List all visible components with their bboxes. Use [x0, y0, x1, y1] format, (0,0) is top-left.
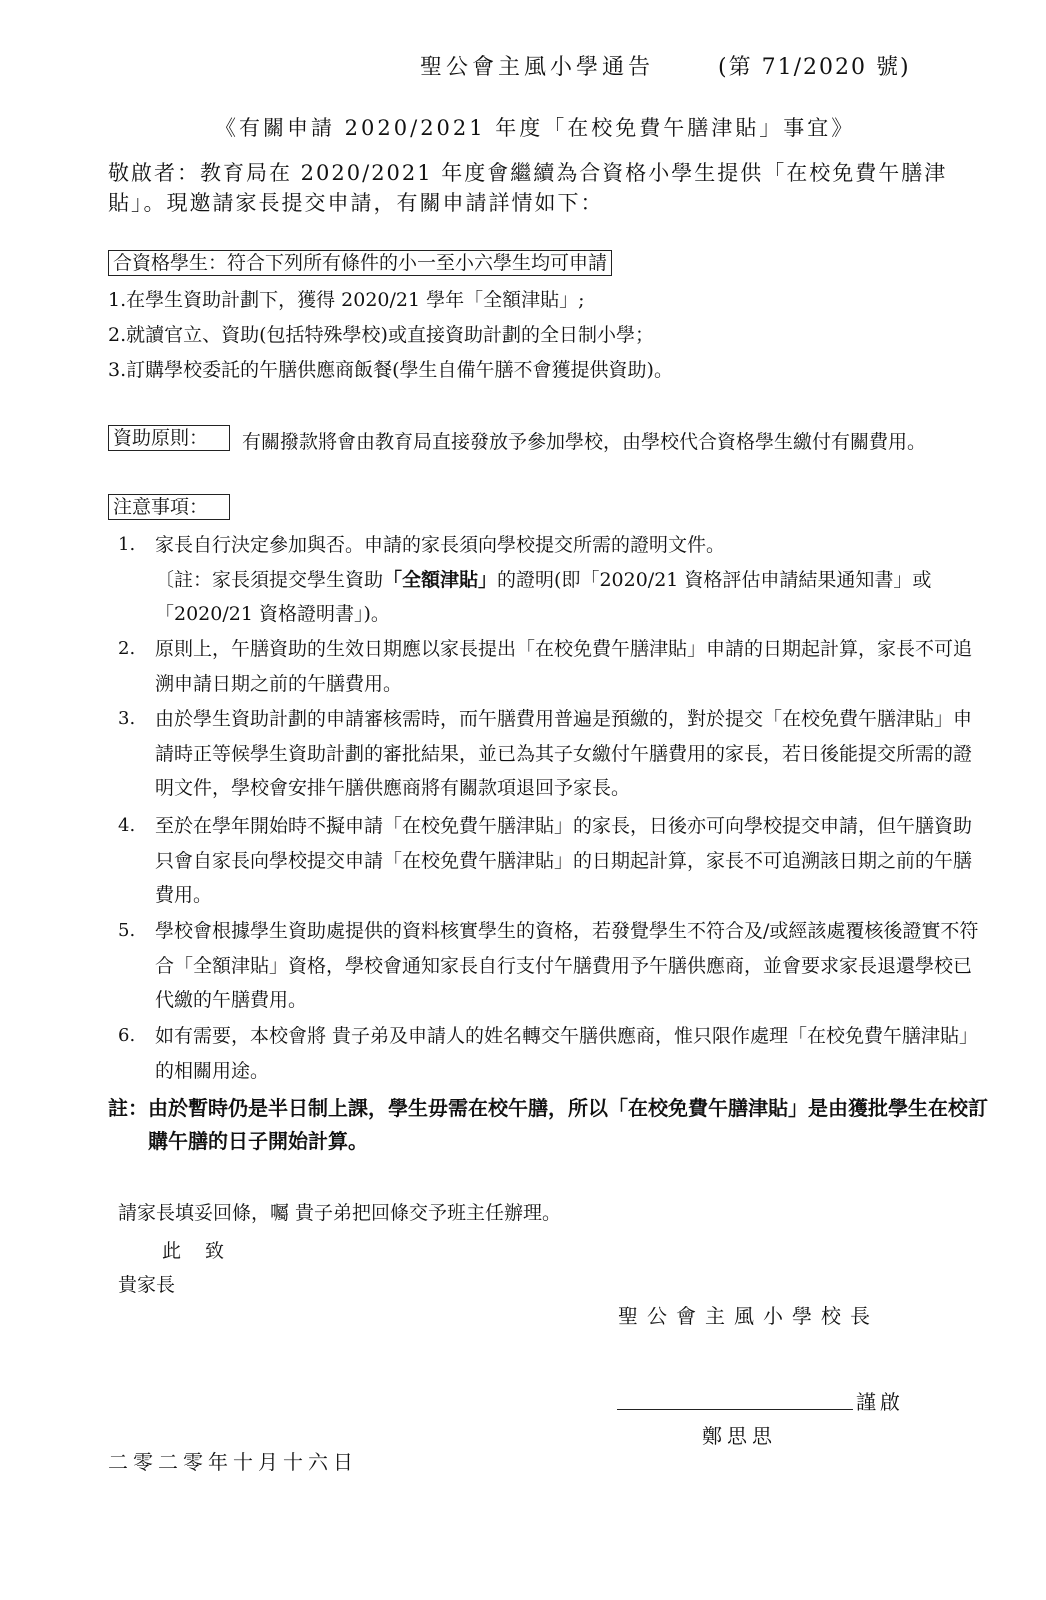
addressee: 貴家長: [118, 1274, 176, 1296]
notes-heading: 注意事項：: [108, 494, 230, 520]
notice-title: 聖公會主風小學通告: [420, 55, 655, 80]
closing-salutation: 此致: [162, 1240, 249, 1262]
note-text: 家長自行決定參加與否。申請的家長須向學校提交所需的證明文件。: [155, 534, 726, 556]
principal-title: 聖公會主風小學校長: [618, 1304, 879, 1328]
note-number: 5.: [118, 920, 136, 941]
note-number: 1.: [118, 534, 136, 555]
final-remark-lead: 註：: [108, 1096, 148, 1120]
note-number: 4.: [118, 815, 136, 836]
eligibility-heading: 合資格學生：符合下列所有條件的小一至小六學生均可申請: [108, 250, 612, 276]
note-item: 如有需要，本校會將 貴子弟及申請人的姓名轉交午膳供應商，惟只限作處理「在校免費午膳津貼」的相關用途。: [155, 1025, 979, 1082]
closing-instruction: 請家長填妥回條，囑 貴子弟把回條交予班主任辦理。: [118, 1202, 562, 1224]
final-remark-text: 由於暫時仍是半日制上課，學生毋需在校午膳，所以「在校免費午膳津貼」是由獲批學生在校訂購午膳的日子開始計算。: [148, 1096, 988, 1153]
sign-off: 謹啟: [856, 1390, 904, 1414]
note-item: 至於在學年開始時不擬申請「在校免費午膳津貼」的家長，日後亦可向學校提交申請，但午膳資助只會自家長向學校提交申請「在校免費午膳津貼」的日期起計算，家長不可追溯該日期之前的午膳費用。: [155, 815, 973, 906]
principle-text: 有關撥款將會由教育局直接發放予參加學校，由學校代合資格學生繳付有關費用。: [242, 431, 927, 453]
note-item: 原則上，午膳資助的生效日期應以家長提出「在校免費午膳津貼」申請的日期起計算，家長不可追溯申請日期之前的午膳費用。: [155, 638, 973, 695]
note-remark-bold: 「全額津貼」: [383, 568, 498, 591]
note-remark-post: 的證明(即「2020/21 資格評估申請結果通知書」或「2020/21 資格證明書」)。: [155, 568, 932, 625]
eligibility-condition: 2.就讀官立、資助(包括特殊學校)或直接資助計劃的全日制小學；: [108, 324, 654, 346]
eligibility-condition: 3.訂購學校委託的午膳供應商飯餐(學生自備午膳不會獲提供資助)。: [108, 359, 673, 381]
notice-subject: 《有關申請 2020/2021 年度「在校免費午膳津貼」事宜》: [215, 116, 856, 140]
note-item: [155, 528, 985, 632]
eligibility-condition: 1.在學生資助計劃下，獲得 2020/21 學年「全額津貼」;: [108, 289, 585, 311]
intro-paragraph: 敬啟者：教育局在 2020/2021 年度會繼續為合資格小學生提供「在校免費午膳津貼」。現邀請家長提交申請，有關申請詳情如下：: [108, 161, 948, 215]
principal-name: 鄭思思: [702, 1424, 777, 1448]
note-number: 3.: [118, 708, 136, 729]
notice-date: 二零二零年十月十六日: [108, 1450, 358, 1474]
note-number: 2.: [118, 638, 136, 659]
note-item: 由於學生資助計劃的申請審核需時，而午膳費用普遍是預繳的，對於提交「在校免費午膳津貼」申請時正等候學生資助計劃的審批結果，並已為其子女繳付午膳費用的家長，若日後能提交所需的證明文件，學校會安排午膳供應商將有關款項退回予家長。: [155, 708, 973, 799]
notice-number: (第 71/2020 號): [718, 55, 911, 80]
note-item: 學校會根據學生資助處提供的資料核實學生的資格，若發覺學生不符合及/或經該處覆核後證實不符合「全額津貼」資格，學校會通知家長自行支付午膳費用予午膳供應商，並會要求家長退還學校已代繳的午膳費用。: [155, 920, 979, 1011]
note-remark-pre: 〔註：家長須提交學生資助: [155, 568, 384, 591]
final-remark: [108, 1092, 988, 1158]
signature-line: [617, 1409, 853, 1410]
principle-heading: 資助原則：: [108, 425, 230, 451]
note-number: 6.: [118, 1025, 136, 1046]
